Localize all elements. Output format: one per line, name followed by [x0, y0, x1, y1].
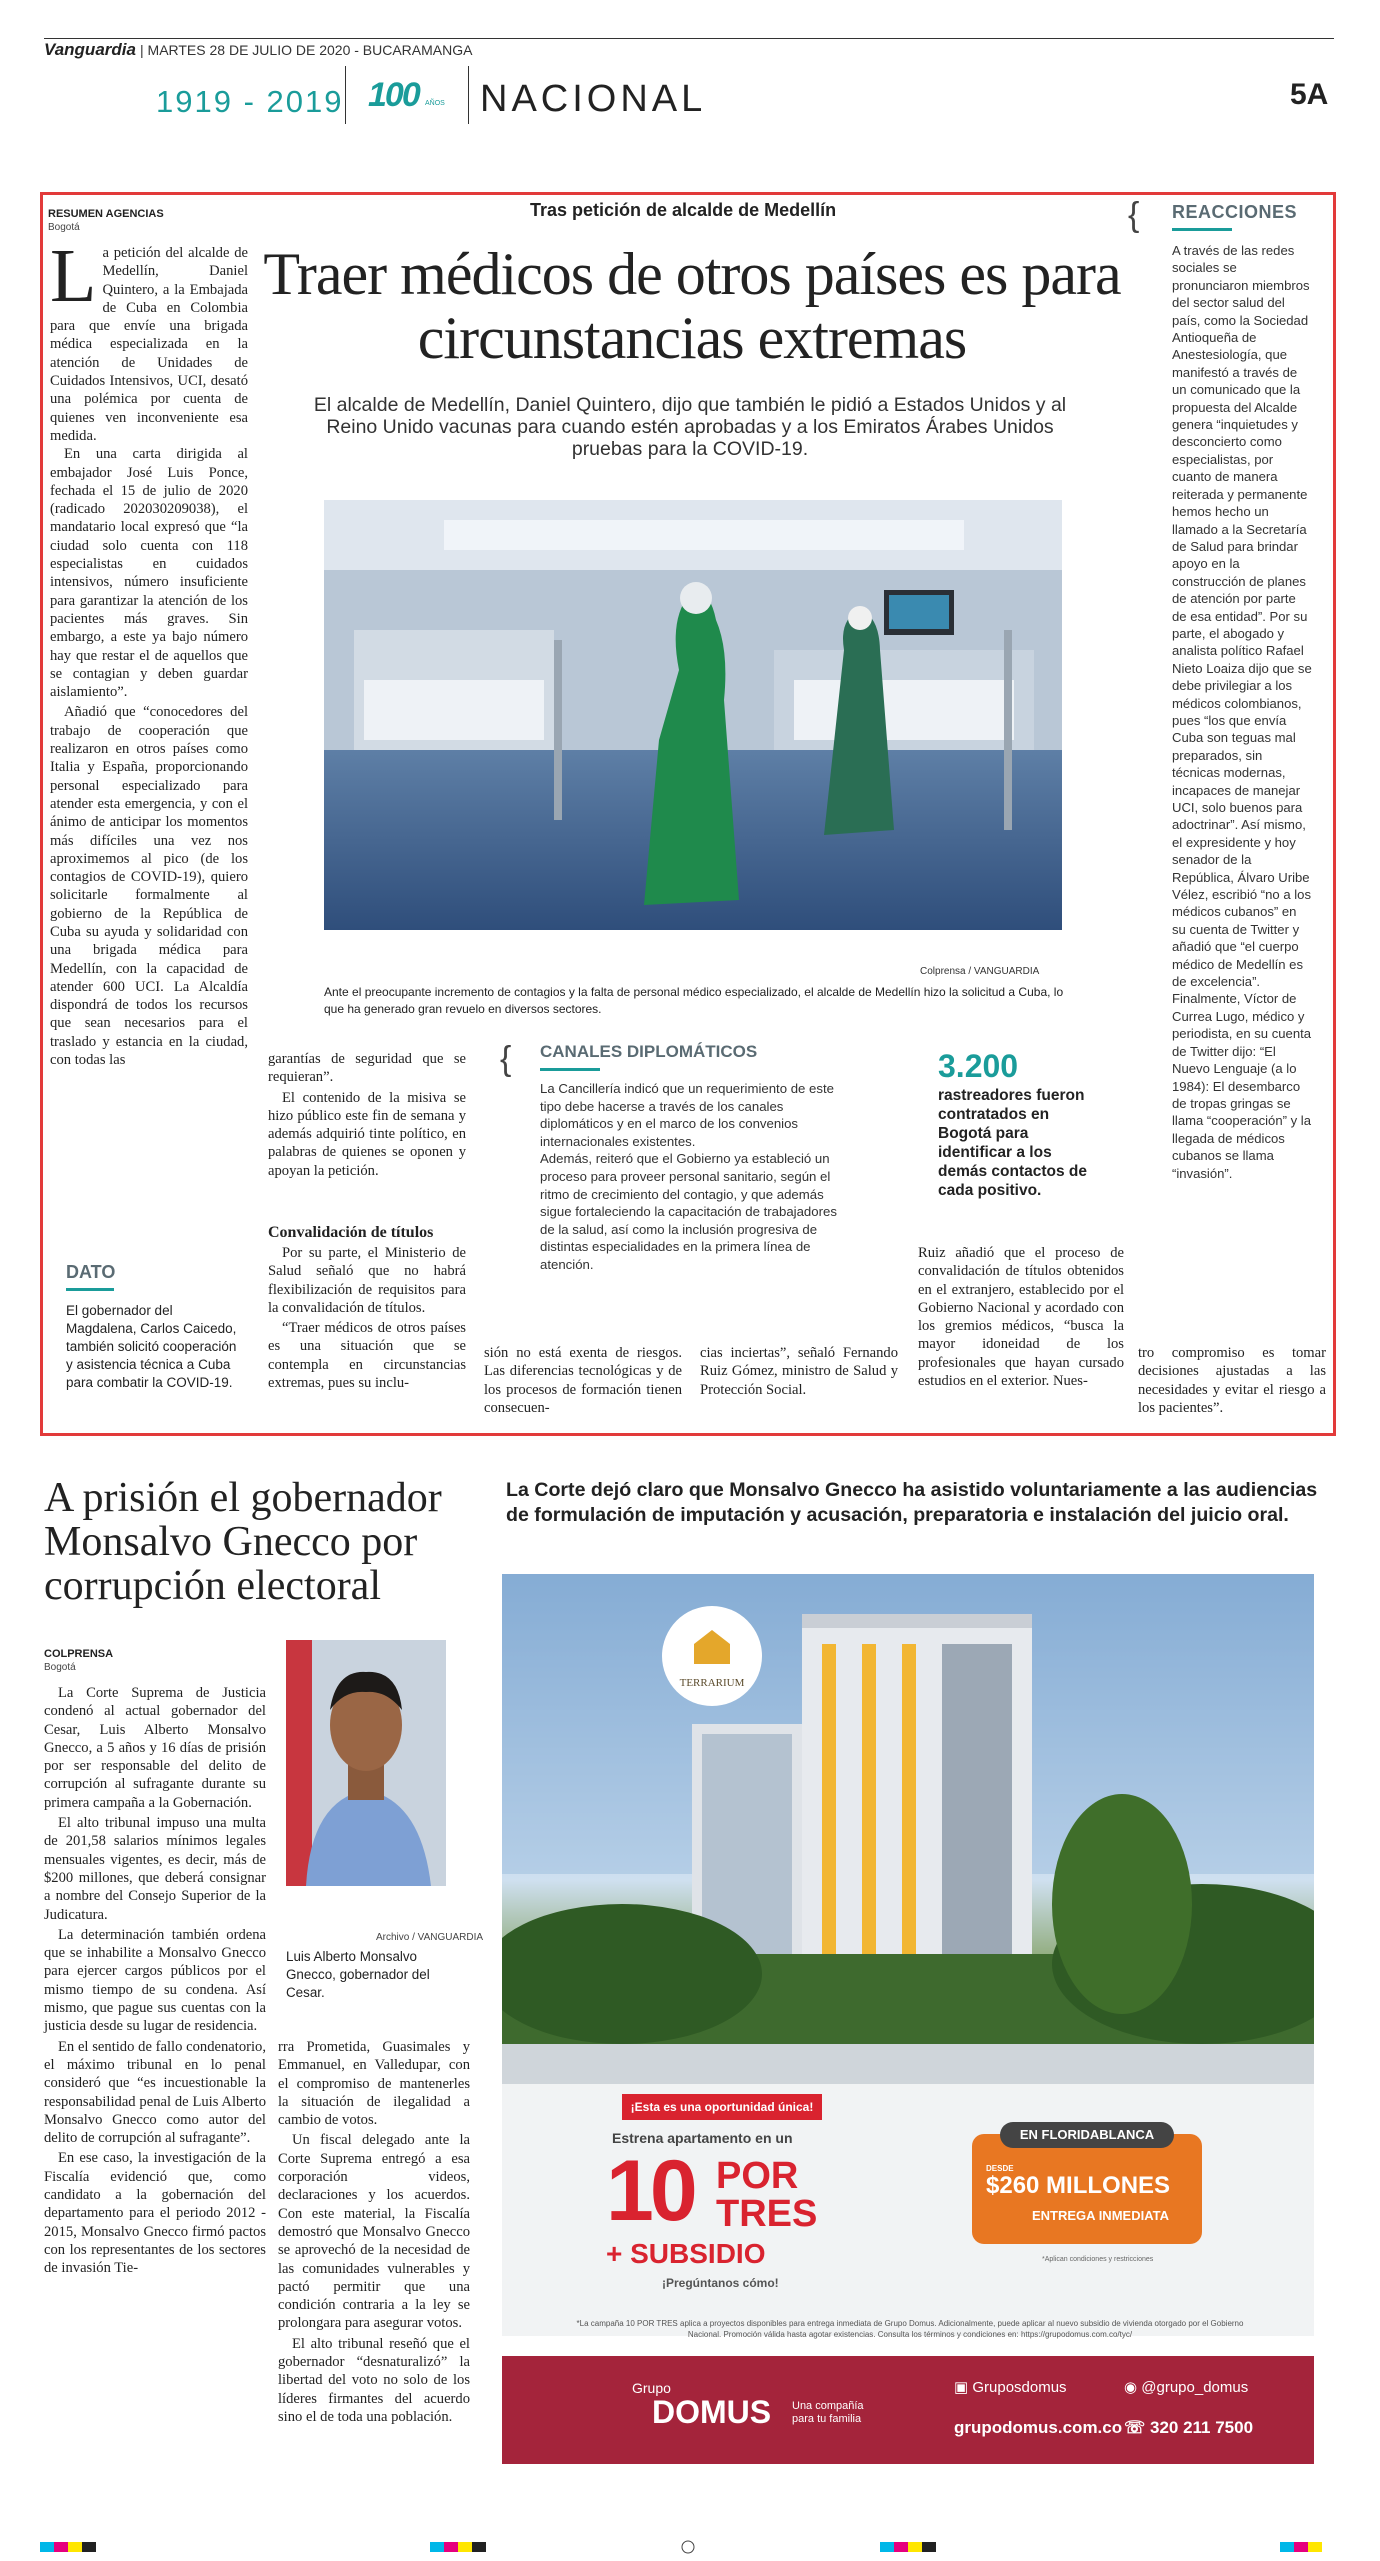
canales-title: CANALES DIPLOMÁTICOS [540, 1042, 758, 1061]
paragraph: Además, reiteró que el Gobierno ya estableció un proceso para proveer personal sanitario, según el ritmo de crecimiento del contagio, y que además sigue fortaleciendo la capacitación de trabajadores de la salud, así como la inclusión progresiva de distintas especialidades en la primera línea de atención. [540, 1151, 837, 1272]
governor-photo [286, 1640, 446, 1886]
whatsapp-icon: ☏ [1124, 2418, 1150, 2437]
article-kicker: Tras petición de alcalde de Medellín [530, 200, 837, 220]
article-column-5: Ruiz añadió que el proceso de convalidación de títulos obtenidos en el extranjero, establecido por el Gobierno Nacional y acordado con los gremios médicos, “busca la mayor idoneidad de los profesionales que hayan cursado estudios en el exterior. Nues- [918, 1245, 1124, 1390]
subtitle-convalidacion: Convalidación de títulos [268, 1224, 434, 1241]
dropcap: L [50, 234, 97, 318]
ad-badge: ¡Esta es una oportunidad única! [622, 2094, 822, 2120]
article-column-2b [268, 1244, 466, 1394]
paragraph: rra Prometida, Guasimales y Emmanuel, en Valledupar, con el compromiso de mantenerles la situación de ilegalidad a cambio de votos. [278, 2039, 470, 2129]
ad-promo-area [502, 2084, 1314, 2336]
governor-photo-image [286, 1640, 446, 1886]
ad-grupo: Grupo [632, 2380, 671, 2396]
header-divider [345, 66, 346, 124]
article-column-2 [268, 1050, 466, 1182]
second-headline: A prisión el gobernador Monsalvo Gnecco por corrupción electoral [44, 1475, 442, 1609]
paragraph: El alto tribunal reseñó que el gobernador “desnaturalizó” la libertad del voto no solo de los líderes firmantes del acuerdo sino el de toda una población. [278, 2335, 470, 2425]
photo-credit: Colprensa / VANGUARDIA [920, 966, 1040, 977]
article-subhead: El alcalde de Medellín, Daniel Quintero, dijo que también le pidió a Estados Unidos y al Reino Unido vacunas para cuando estén aprobadas y a los Emiratos Árabes Unidos pruebas para la COVID-19. [313, 394, 1067, 460]
ad-website: grupodomus.com.co [954, 2418, 1123, 2437]
masthead-brand: Vanguardia [44, 40, 136, 59]
dato-body: El gobernador del Magdalena, Carlos Caicedo, también solicitó cooperación y asistencia técnica a Cuba para combatir la COVID-19. [66, 1303, 237, 1390]
paragraph: La Corte Suprema de Justicia condenó al actual gobernador del Cesar, Luis Alberto Monsalvo Gnecco, a 5 años y 16 días de prisión por ser responsable del delito de corrupción al sufragante durante su primera campaña a la Gobernación. [44, 1685, 266, 1811]
ad-footer [502, 2356, 1314, 2464]
article-column-6: tro compromiso es tomar decisiones ajustadas a las necesidades y evitar el riesgo a los pacientes”. [1138, 1345, 1326, 1416]
ad-building-image [502, 1574, 1314, 2084]
ad-promo-por: POR [716, 2155, 799, 2197]
second-city: Bogotá [44, 1662, 76, 1673]
paragraph: El alto tribunal impuso una multa de 201,58 salarios mínimos legales mensuales vigentes, es decir, más de $200 millones, que deberá consignar a nombre del Consejo Superior de la Judicatura. [44, 1815, 266, 1923]
article-column-4: cias inciertas”, señaló Fernando Ruiz Gómez, ministro de Salud y Protección Social. [700, 1345, 898, 1398]
ad-phone-number: 320 211 7500 [1149, 2418, 1254, 2437]
paragraph: La Cancillería indicó que un requerimiento de este tipo debe hacerse a través de los canales diplomáticos y en el marco de los convenios internacionales existentes. [540, 1081, 834, 1149]
brace-icon: { [1128, 196, 1140, 234]
anniversary-years: 1919 - 2019 [156, 84, 344, 119]
paragraph: Un fiscal delegado ante la Corte Suprema entregó a esa corporación videos, declaraciones y los acuerdos. Con este material, la Fiscalía demostró que Monsalvo Gnecco se aprovechó de la necesidad de las comunidades vulnerables y pactó permitir que una condición contraria a la ley se prolongara para asegurar votos. [278, 2132, 470, 2332]
article-city: Bogotá [48, 222, 80, 233]
governor-photo-caption: Luis Alberto Monsalvo Gnecco, gobernador del Cesar. [286, 1949, 430, 2000]
ad-promo-ask: ¡Pregúntanos cómo! [662, 2276, 779, 2290]
ad-city-banner: EN FLORIDABLANCA [1000, 2122, 1174, 2148]
article-headline: Traer médicos de otros países es para circunstancias extremas [263, 241, 1121, 371]
building-illustration [502, 1574, 1314, 2084]
ad-price: $260 MILLONES [986, 2172, 1171, 2199]
paragraph: En una carta dirigida al embajador José Luis Ponce, fechada el 15 de julio de 2020 (radicado 202030209038), el mandatario local expresó que “la ciudad solo cuenta con 118 especialistas en cuidados intensivos, número insuficiente para garantizar la atención de los pacientes más graves. Sin embargo, a este ya bajo número hay que restar el de aquellos que se contagian y deben guardar aislamiento”. [50, 446, 248, 701]
ad-instagram [1124, 2378, 1248, 2396]
article-agency: RESUMEN AGENCIAS [48, 208, 164, 220]
paragraph: Por su parte, el Ministerio de Salud señaló que no habrá flexibilización de requisitos para la convalidación de títulos. [268, 1245, 466, 1316]
paragraph: a petición del alcalde de Medellín, Daniel Quintero, a la Embajada de Cuba en Colombia para que envíe una brigada médica especializada en la atención de Unidades de Cuidados Intensivos, UCI, desató una polémica por cuenta de quienes ven inconveniente esa medida. [50, 245, 248, 444]
brace-icon: { [500, 1040, 512, 1078]
reacciones-body: A través de las redes sociales se pronunciaron miembros del sector salud del país, como la Sociedad Antioqueña de Anestesiología, que manifestó a través de un comunicado que la propuesta del Alcalde genera “inquietudes y desconcierto como especialistas, por cuanto de manera reiterada y permanente hemos hecho un llamado a la Secretaría de Salud para brindar apoyo en la construcción de planes de atención por parte de esa entidad”. Por su parte, el abogado y analista político Rafael Nieto Loaiza dijo que se debe privilegiar a los médicos colombianos, pues “los que envía Cuba son teguas mal preparados, sin técnicas modernas, incapaces de manejar UCI, solo buenos para adoctrinar”. Así mismo, el expresidente y hoy senador de la República, Álvaro Uribe Vélez, escribió “no a los médicos cubanos” en su cuenta de Twitter y añadió que “el cuerpo médico de Medellín es de excelencia”. Finalmente, Víctor de Currea Lugo, médico y periodista, en su cuenta de Twitter dijo: “El Nuevo Lenguaje (a lo 1984): El desembarco de tropas gringas se llama “cooperación” y la llegada de médicos cubanos se llama “invasión”. [1172, 243, 1312, 1181]
canales-body [540, 1080, 838, 1274]
article-column-3: sión no está exenta de riesgos. Las diferencias tecnológicas y de los procesos de formación tienen consecuen- [484, 1345, 682, 1416]
photo-caption: Ante el preocupante incremento de contagios y la falta de personal médico especializado, el alcalde de Medellín hizo la solicitud a Cuba, lo que ha generado gran revuelo en diversos sectores. [324, 985, 1064, 1016]
paragraph: Añadió que “conocedores del trabajo de cooperación que realizaron en otros países como Italia y España, proporcionando personal especializado para atender esta emergencia, y con el ánimo de anticipar los momentos más difíciles una vez nos aproximemos al pico (de los contagios de COVID-19), quiero solicitarle formalmente al gobierno de la República de Cuba su ayuda y solidaridad con una brigada médica para Medellín, con la capacidad de atender 600 UCI. La Alcaldía dispondrá de todos los recursos que sean necesarios para el traslado y estancia en la ciudad, con todas las [50, 704, 248, 1069]
ad-domus-logo: DOMUS [652, 2394, 772, 2430]
paragraph: “Traer médicos de otros países es una situación que se contempla en circunstancias extremas, pues su inclu- [268, 1320, 466, 1392]
ad-tagline: Una compañía para tu familia [792, 2400, 864, 2425]
registration-strip [40, 2540, 1336, 2554]
paragraph: El contenido de la misiva se hizo público este fin de semana y además adquirió tinte político, en palabras de quienes se oponen y apoyan la petición. [268, 1089, 466, 1179]
paragraph: En ese caso, la investigación de la Fiscalía evidenció que, como candidato a la gobernación del departamento para el periodo 2012 - 2015, Monsalvo Gnecco firmó pactos con los representantes de los sectores de invasión Tie- [44, 2150, 266, 2277]
ad-aplican: *Aplican condiciones y restricciones [1042, 2256, 1154, 2263]
paragraph: La determinación también ordena que se inhabilite a Monsalvo Gnecco para ejercer cargos públicos por el mismo tiempo de su condena. Así mismo, que pague sus cuentas con la justicia desde su lugar de residencia. [44, 1926, 266, 2035]
paragraph: garantías de seguridad que se requieran”. [268, 1051, 466, 1086]
stat-value: 3.200 [938, 1048, 1019, 1084]
ad-promo-tres: TRES [716, 2193, 818, 2235]
ad-phone [1124, 2418, 1253, 2438]
masthead-date: | MARTES 28 DE JULIO DE 2020 - BUCARAMANGA [140, 42, 473, 58]
ad-promo-subsidio: + SUBSIDIO [606, 2238, 766, 2269]
anniversary-logo: 100 [368, 76, 419, 114]
article-column-1 [50, 234, 248, 1071]
paragraph: En el sentido de fallo condenatorio, el máximo tribunal en lo penal consideró que “es incuestionable la responsabilidad penal de Luis Alberto Monsalvo Gnecco como autor del delito de corrupción al sufragante”. [44, 2038, 266, 2147]
instagram-icon: ◉ [1124, 2379, 1142, 2396]
ad-headline: La Corte dejó claro que Monsalvo Gnecco ha asistido voluntariamente a las audiencias de formulación de imputación y acusación, preparatoria e instalación del juicio oral. [506, 1479, 1318, 1526]
ad-promo-number: 10 [606, 2143, 694, 2239]
dato-title: DATO [66, 1262, 116, 1282]
terrarium-logo-text: TERRARIUM [679, 1677, 745, 1689]
page-number: 5A [1290, 78, 1329, 111]
hospital-photo [324, 500, 1062, 930]
facebook-icon: ▣ [954, 2379, 973, 2396]
stat-text: rastreadores fueron contratados en Bogotá para identificar a los demás contactos de cada positivo. [938, 1087, 1088, 1199]
governor-photo-credit: Archivo / VANGUARDIA [376, 1932, 484, 1943]
ad-instagram-handle: @grupo_domus [1141, 2379, 1249, 2396]
header-divider [468, 66, 469, 124]
title-rule [540, 1068, 600, 1071]
second-column-1 [44, 1684, 266, 2280]
second-agency: COLPRENSA [44, 1648, 114, 1660]
title-rule [1172, 228, 1232, 231]
ad-facebook-handle: Gruposdomus [972, 2379, 1067, 2396]
hospital-photo-image [324, 500, 1062, 930]
section-title: NACIONAL [480, 78, 707, 120]
ad-facebook [954, 2378, 1067, 2396]
reacciones-title: REACCIONES [1172, 202, 1298, 222]
top-rule [44, 38, 1334, 39]
ad-disclaimer: *La campaña 10 POR TRES aplica a proyectos disponibles para entrega inmediata de Grupo Domus. Adicionalmente, puede aplicar al nuevo subsidio de vivienda otorgado por el Gobierno Nacional. Promoción válida hasta agotar existencias. Consulta los términos y condiciones en: https://grupodomus.com.co/tyc/ [576, 2319, 1244, 2339]
ad-entrega: ENTREGA INMEDIATA [1032, 2208, 1169, 2223]
ad-estrena: Estrena apartamento en un [612, 2130, 793, 2146]
title-rule [66, 1288, 114, 1291]
second-column-2 [278, 2038, 470, 2428]
ad-desde: DESDE [986, 2164, 1014, 2173]
anniversary-logo-sub: AÑOS [425, 100, 445, 107]
